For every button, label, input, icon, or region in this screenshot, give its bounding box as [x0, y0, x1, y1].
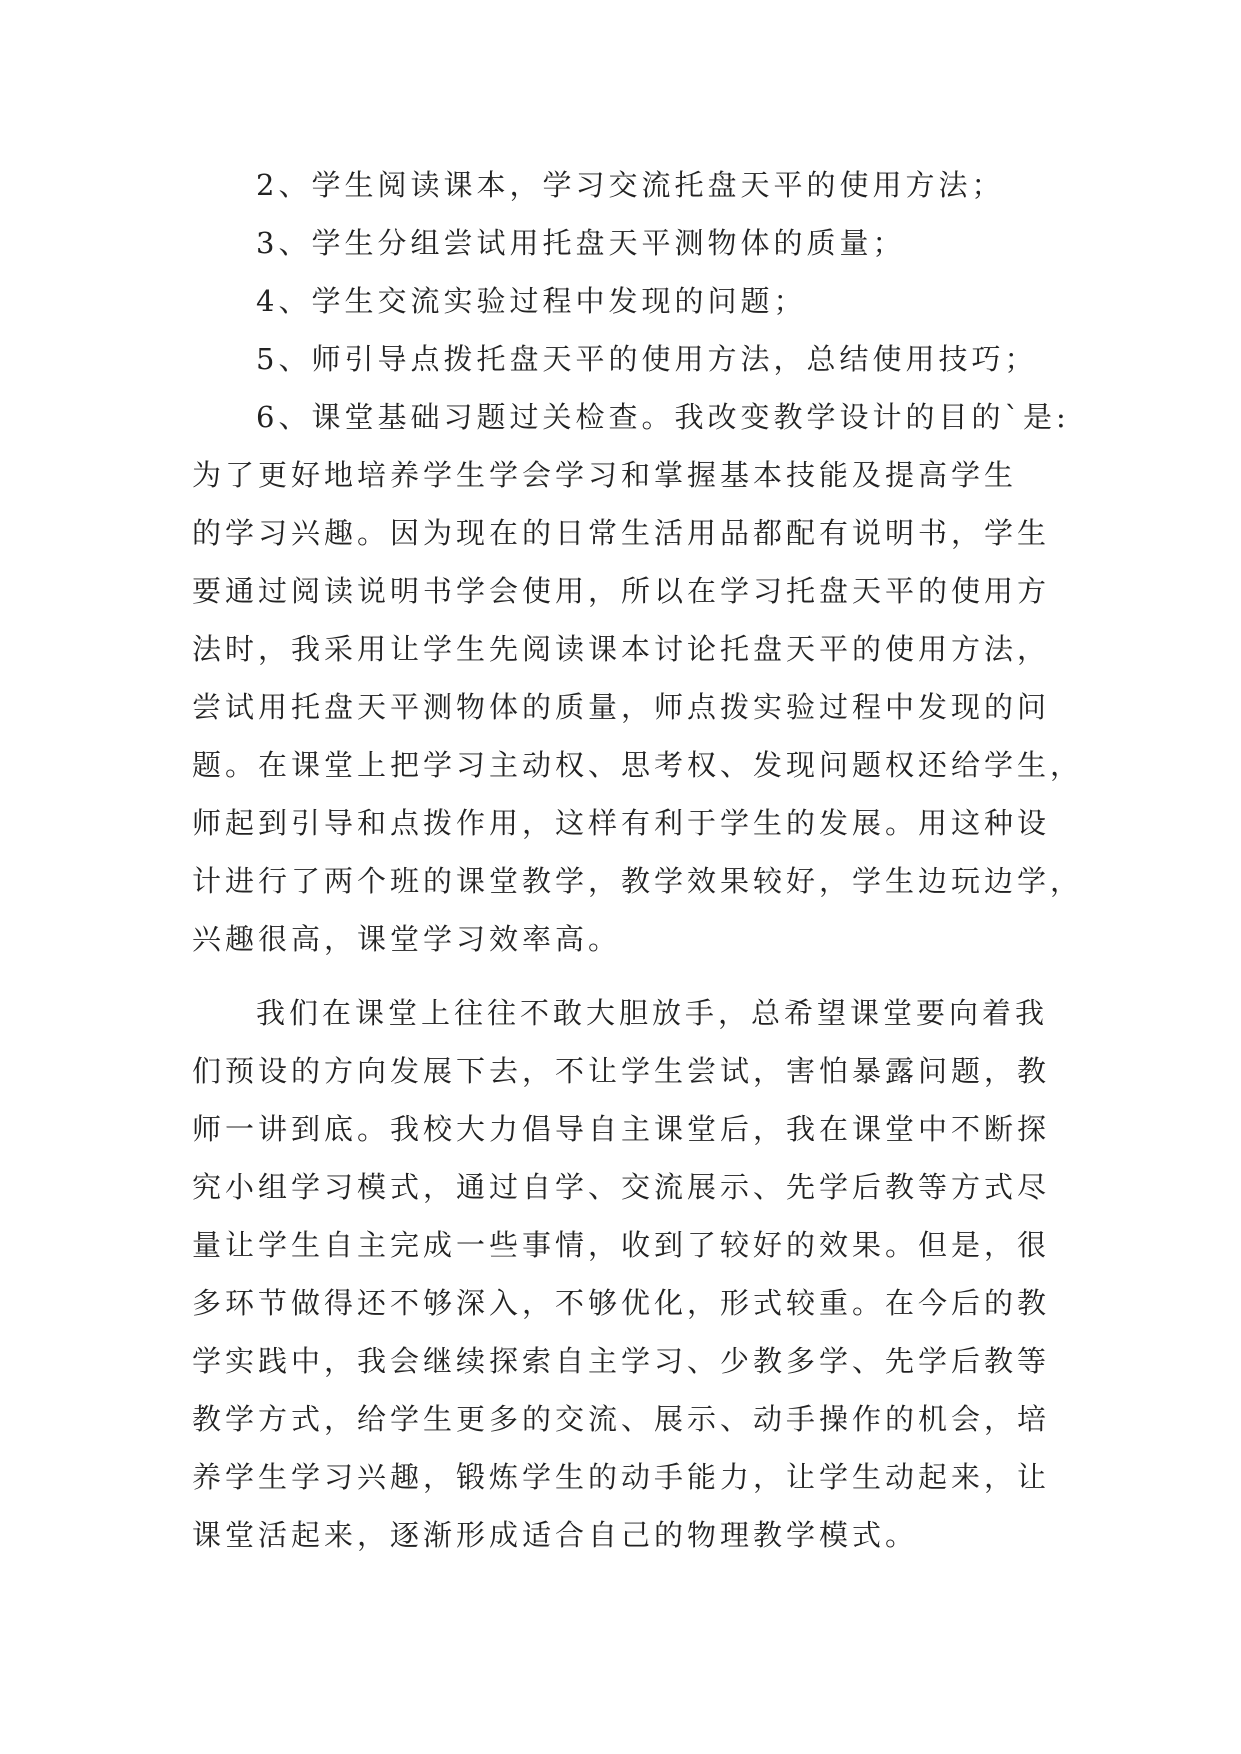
steps-list [192, 156, 1052, 388]
paragraph-line: 多环节做得还不够深入，不够优化，形式较重。在今后的教 [192, 1286, 1051, 1320]
list-item: 2、学生阅读课本，学习交流托盘天平的使用方法； [256, 168, 1005, 202]
list-item: 5、师引导点拨托盘天平的使用方法，总结使用技巧； [256, 342, 1038, 376]
paragraph-line: 师一讲到底。我校大力倡导自主课堂后，我在课堂中不断探 [192, 1112, 1051, 1146]
list-item: 3、学生分组尝试用托盘天平测物体的质量； [256, 226, 906, 260]
paragraph-line: 为了更好地培养学生学会学习和掌握基本技能及提高学生 [192, 458, 1018, 492]
paragraph-line: 教学方式，给学生更多的交流、展示、动手操作的机会，培 [192, 1402, 1051, 1436]
paragraph-line: 兴趣很高，课堂学习效率高。 [192, 922, 622, 956]
paragraph-line: 的学习兴趣。因为现在的日常生活用品都配有说明书，学生 [192, 516, 1051, 550]
paragraph-line: 究小组学习模式，通过自学、交流展示、先学后教等方式尽 [192, 1170, 1051, 1204]
paragraph-line: 计进行了两个班的课堂教学，教学效果较好，学生边玩边学， [192, 864, 1084, 898]
paragraph-line: 法时，我采用让学生先阅读课本讨论托盘天平的使用方法， [192, 632, 1051, 666]
paragraph-line: 课堂活起来，逐渐形成适合自己的物理教学模式。 [192, 1518, 919, 1552]
paragraph-line: 要通过阅读说明书学会使用，所以在学习托盘天平的使用方 [192, 574, 1051, 608]
paragraph-line: 学实践中，我会继续探索自主学习、少教多学、先学后教等 [192, 1344, 1051, 1378]
paragraph-line: 们预设的方向发展下去，不让学生尝试，害怕暴露问题，教 [192, 1054, 1051, 1088]
paragraph-line: 6、课堂基础习题过关检查。我改变教学设计的目的`是: [256, 400, 1070, 434]
paragraph-gap [192, 968, 1052, 984]
document-body [192, 156, 1084, 1564]
paragraph-conclusion [192, 984, 1052, 1564]
paragraph-line: 尝试用托盘天平测物体的质量，师点拨实验过程中发现的问 [192, 690, 1051, 724]
list-item: 4、学生交流实验过程中发现的问题； [256, 284, 807, 318]
paragraph-reflection [192, 388, 1084, 968]
paragraph-line: 我们在课堂上往往不敢大胆放手，总希望课堂要向着我 [256, 996, 1049, 1030]
paragraph-line: 题。在课堂上把学习主动权、思考权、发现问题权还给学生， [192, 748, 1084, 782]
paragraph-line: 养学生学习兴趣，锻炼学生的动手能力，让学生动起来，让 [192, 1460, 1051, 1494]
paragraph-line: 师起到引导和点拨作用，这样有利于学生的发展。用这种设 [192, 806, 1051, 840]
paragraph-line: 量让学生自主完成一些事情，收到了较好的效果。但是，很 [192, 1228, 1051, 1262]
